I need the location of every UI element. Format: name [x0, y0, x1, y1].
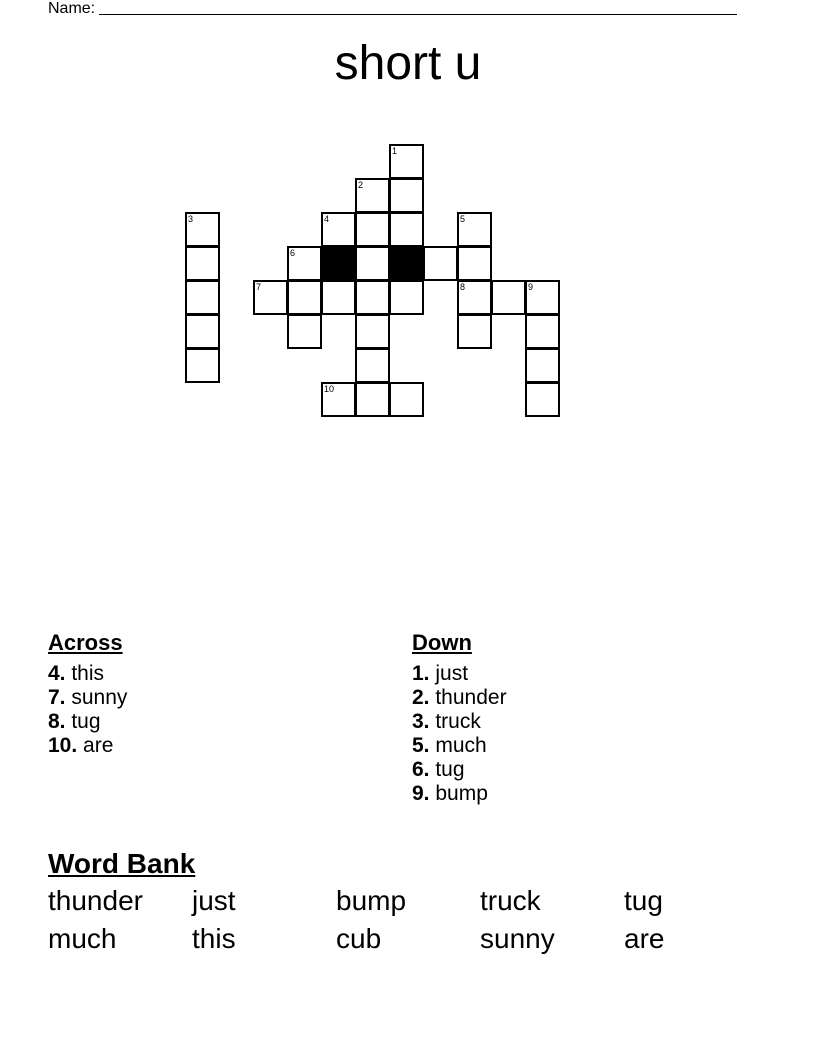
word-bank-word: bump	[336, 885, 407, 916]
crossword-cell[interactable]	[185, 212, 220, 247]
clue-text: are	[77, 734, 114, 757]
word-bank-word: this	[192, 923, 236, 954]
crossword-cell[interactable]	[423, 246, 458, 281]
clue-number: 10	[324, 384, 335, 394]
name-label: Name:	[48, 0, 96, 17]
clue-number: 8	[460, 282, 466, 292]
crossword-cell[interactable]	[525, 348, 560, 383]
clue-text: much	[429, 734, 487, 757]
clue-text: tug	[65, 710, 101, 733]
clue-text: bump	[429, 782, 488, 805]
crossword-cell[interactable]	[389, 382, 424, 417]
crossword-cell[interactable]	[355, 280, 390, 315]
across-clue-list	[48, 661, 127, 758]
clue-text: truck	[429, 710, 481, 733]
crossword-cell[interactable]	[185, 246, 220, 281]
clue-num: 10.	[48, 734, 78, 757]
crossword-cell[interactable]	[287, 314, 322, 349]
crossword-cell[interactable]	[321, 280, 356, 315]
down-clue	[412, 757, 507, 782]
word-bank-word: are	[624, 923, 665, 954]
crossword-cell[interactable]	[355, 246, 390, 281]
crossword-cell[interactable]	[389, 178, 424, 213]
down-clue	[412, 685, 507, 710]
clue-num: 3.	[412, 710, 430, 733]
crossword-cell[interactable]	[457, 314, 492, 349]
across-clue	[48, 685, 127, 710]
word-bank-word: much	[48, 923, 117, 954]
word-bank-word: tug	[624, 885, 663, 916]
crossword-cell[interactable]	[355, 178, 390, 213]
across-heading: Across	[48, 630, 123, 655]
black-cell	[389, 246, 424, 281]
crossword-cell[interactable]	[355, 314, 390, 349]
crossword-cell[interactable]	[253, 280, 288, 315]
crossword-cell[interactable]	[287, 280, 322, 315]
clue-num: 8.	[48, 710, 66, 733]
across-clue	[48, 661, 127, 686]
clue-number: 1	[392, 146, 398, 156]
clue-num: 4.	[48, 662, 66, 685]
clue-num: 2.	[412, 686, 430, 709]
crossword-cell[interactable]	[389, 212, 424, 247]
clue-number: 7	[256, 282, 262, 292]
crossword-cell[interactable]	[525, 314, 560, 349]
clue-num: 7.	[48, 686, 66, 709]
clue-num: 1.	[412, 662, 430, 685]
crossword-cell[interactable]	[321, 382, 356, 417]
clue-text: thunder	[429, 686, 507, 709]
word-bank-word: just	[192, 885, 236, 916]
crossword-cell[interactable]	[287, 246, 322, 281]
crossword-cell[interactable]	[457, 246, 492, 281]
crossword-cell[interactable]	[185, 314, 220, 349]
word-bank-title: Word Bank	[48, 848, 196, 879]
across-clues	[48, 630, 127, 758]
across-clue	[48, 709, 127, 734]
page-title: short u	[334, 37, 482, 90]
crossword-cell[interactable]	[355, 212, 390, 247]
clue-number: 5	[460, 214, 466, 224]
clue-text: tug	[429, 758, 465, 781]
black-cell	[321, 246, 356, 281]
clue-text: just	[429, 662, 469, 685]
word-bank-word: cub	[336, 923, 382, 954]
clue-num: 5.	[412, 734, 430, 757]
clue-num: 6.	[412, 758, 430, 781]
crossword-cell[interactable]	[491, 280, 526, 315]
down-clues	[412, 630, 507, 806]
clue-number: 4	[324, 214, 330, 224]
clue-number: 3	[188, 214, 194, 224]
down-clue	[412, 733, 507, 758]
clue-text: this	[65, 662, 105, 685]
crossword-cell[interactable]	[355, 348, 390, 383]
crossword-cell[interactable]	[321, 212, 356, 247]
crossword-cell[interactable]	[525, 280, 560, 315]
down-clue	[412, 661, 507, 686]
crossword-cell[interactable]	[185, 280, 220, 315]
clue-number: 9	[528, 282, 534, 292]
crossword-cell[interactable]	[457, 212, 492, 247]
crossword-cell[interactable]	[525, 382, 560, 417]
down-clue	[412, 781, 507, 806]
crossword-cell[interactable]	[457, 280, 492, 315]
clue-number: 6	[290, 248, 296, 258]
clue-number: 2	[358, 180, 364, 190]
word-bank-word: truck	[480, 885, 541, 916]
crossword-cell[interactable]	[389, 280, 424, 315]
word-bank-word: thunder	[48, 885, 143, 916]
down-heading: Down	[412, 630, 472, 655]
down-clue-list	[412, 661, 507, 806]
crossword-cell[interactable]	[185, 348, 220, 383]
across-clue	[48, 733, 127, 758]
word-bank	[48, 884, 768, 956]
clue-num: 9.	[412, 782, 430, 805]
clue-text: sunny	[65, 686, 128, 709]
word-bank-word: sunny	[480, 923, 555, 954]
crossword-cell[interactable]	[389, 144, 424, 179]
down-clue	[412, 709, 507, 734]
crossword-cell[interactable]	[355, 382, 390, 417]
